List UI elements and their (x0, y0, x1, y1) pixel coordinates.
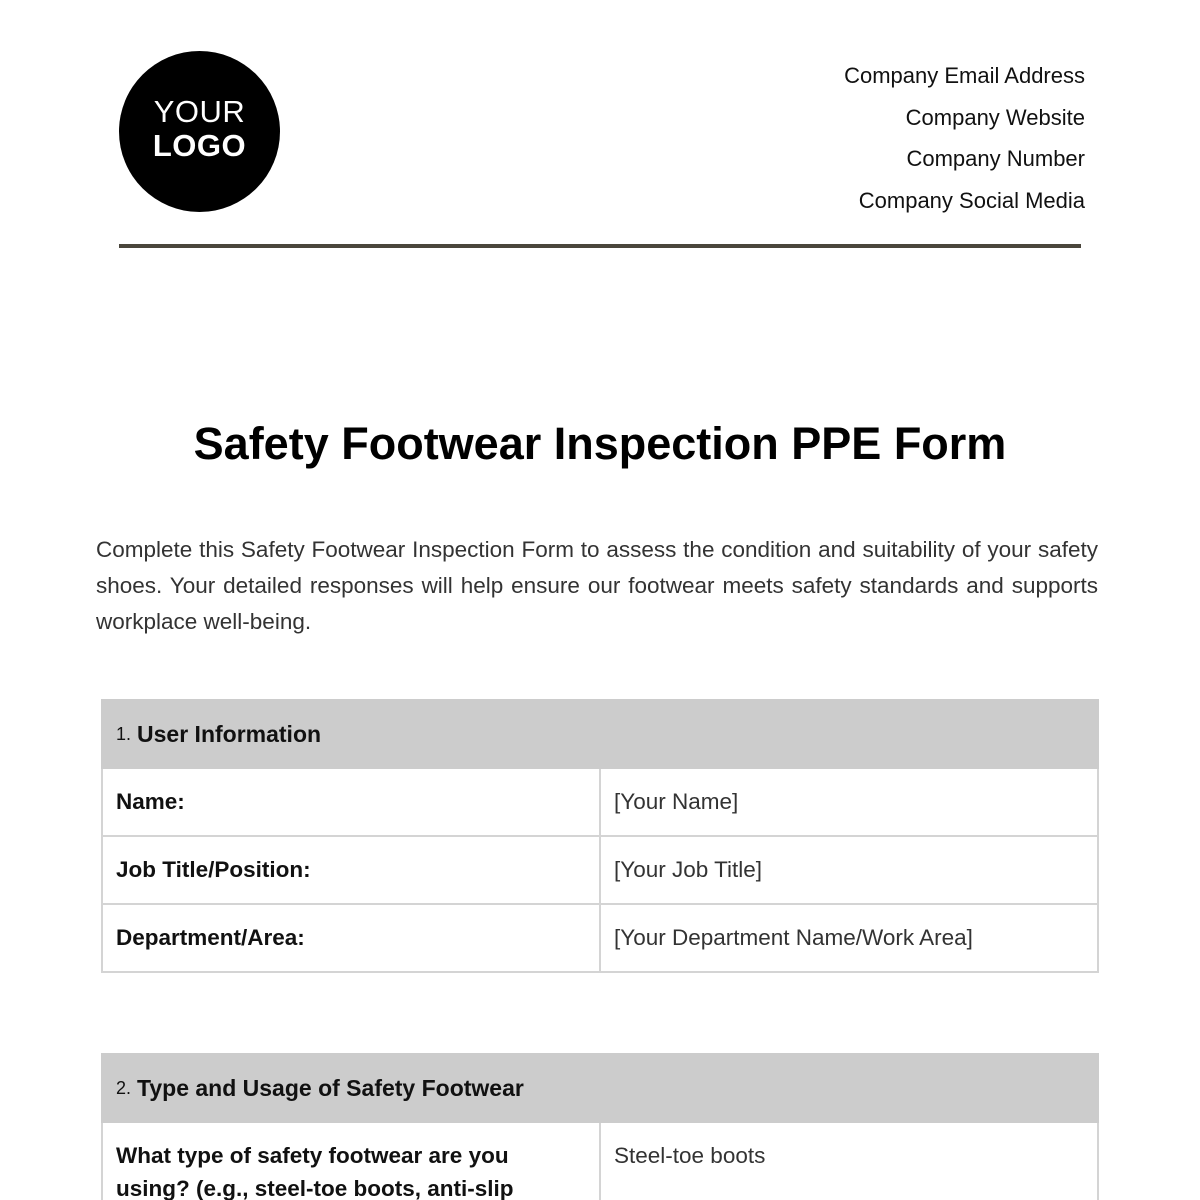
logo-line-2: LOGO (152, 128, 247, 163)
user-information-table (101, 699, 1099, 973)
company-website: Company Website (905, 104, 1085, 130)
field-label-job-title: Job Title/Position: (102, 836, 600, 904)
form-intro: Complete this Safety Footwear Inspection Form to assess the condition and suitability of your safety shoes. Your detailed responses will help ensure our footwear meets safety standards and supports workplace well-being. (96, 537, 1098, 634)
section-header-footwear-type (102, 1054, 1098, 1122)
table-row (102, 904, 1098, 972)
section-heading: User Information (137, 720, 322, 747)
company-contact-block (844, 55, 1085, 221)
footwear-type-table (101, 1053, 1099, 1200)
logo-line-1: YOUR (153, 94, 246, 129)
header-divider (119, 244, 1081, 248)
field-value-name[interactable]: [Your Name] (600, 768, 1098, 836)
section-header-user-information (102, 700, 1098, 768)
field-value-footwear-type[interactable]: Steel-toe boots (600, 1122, 1098, 1200)
field-label-department: Department/Area: (102, 904, 600, 972)
section-heading: Type and Usage of Safety Footwear (137, 1074, 524, 1101)
company-logo (119, 51, 280, 212)
section-number: 1. (116, 723, 132, 744)
form-title: Safety Footwear Inspection PPE Form (193, 418, 1007, 469)
field-label-footwear-type: What type of safety footwear are you using? (e.g., steel-toe boots, anti-slip (102, 1122, 600, 1200)
company-social-media: Company Social Media (858, 187, 1085, 213)
section-number: 2. (116, 1077, 132, 1098)
field-value-job-title[interactable]: [Your Job Title] (600, 836, 1098, 904)
field-label-name: Name: (102, 768, 600, 836)
field-value-department[interactable]: [Your Department Name/Work Area] (600, 904, 1098, 972)
company-number: Company Number (906, 146, 1085, 171)
table-row (102, 836, 1098, 904)
table-row (102, 768, 1098, 836)
company-email: Company Email Address (844, 63, 1085, 88)
table-row (102, 1122, 1098, 1200)
